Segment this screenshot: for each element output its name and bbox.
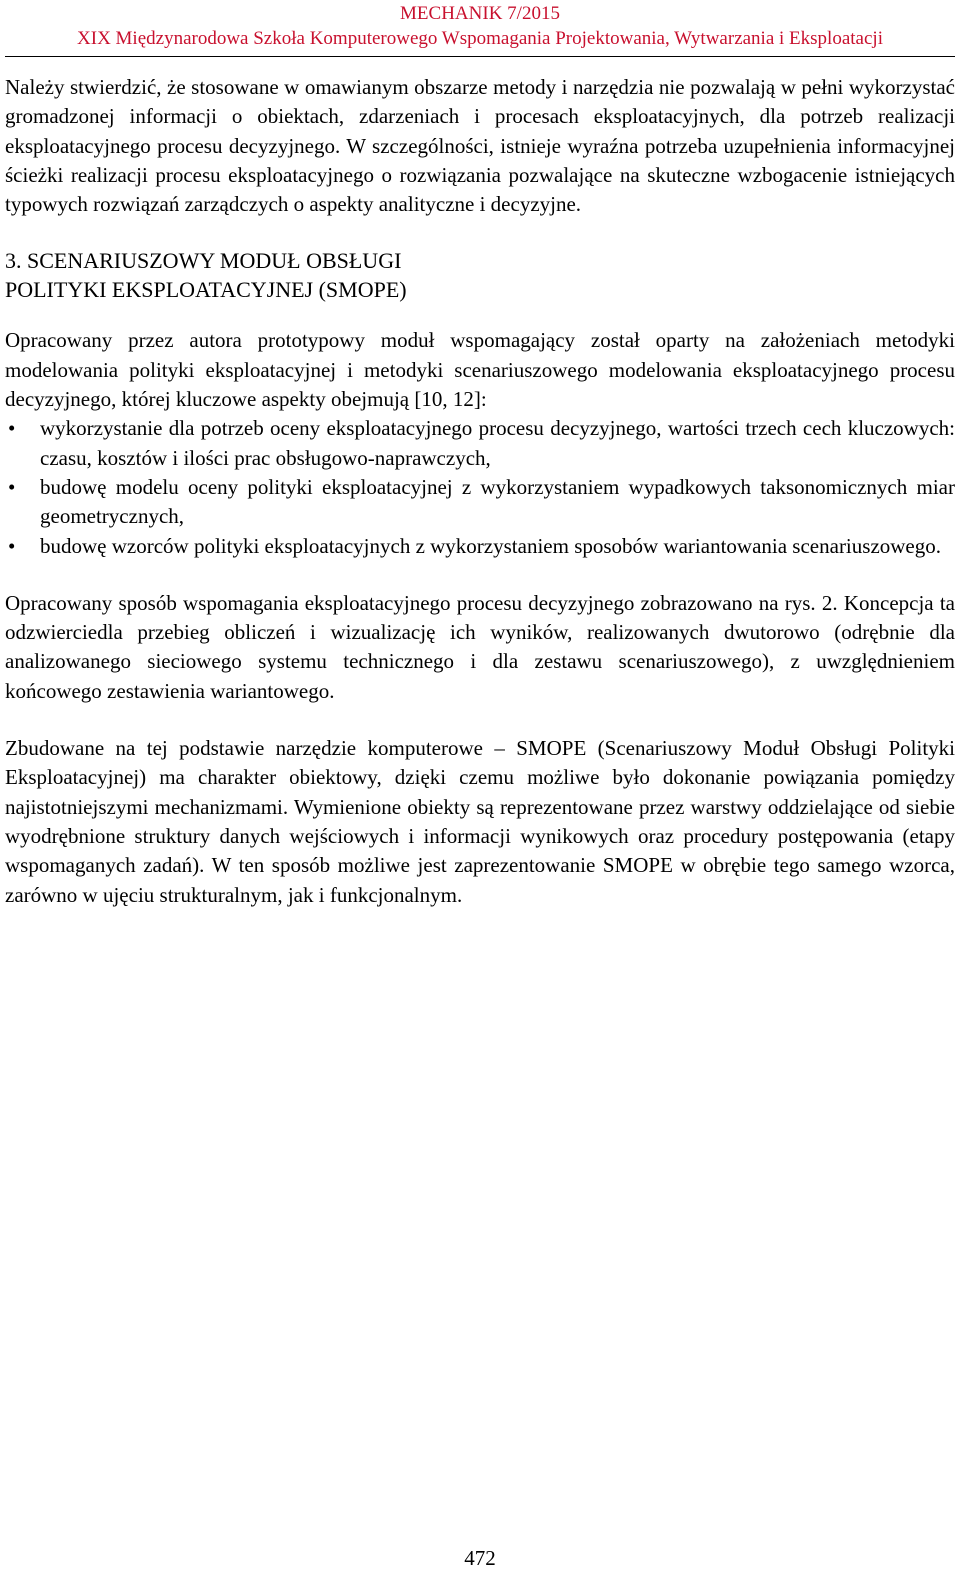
conference-title: XIX Międzynarodowa Szkoła Komputerowego Wspomagania Projektowania, Wytwarzania i Eksploatacji	[77, 28, 883, 49]
list-item	[5, 414, 955, 473]
page-header	[0, 2, 960, 52]
bullet-icon: •	[8, 533, 16, 558]
header-divider	[5, 56, 955, 57]
list-item-text: budowę wzorców polityki eksploatacyjnych z wykorzystaniem sposobów wariantowania scenariuszowego.	[40, 533, 942, 558]
aspects-list	[5, 414, 955, 560]
page-content	[5, 73, 955, 910]
page-number: 472	[464, 1546, 496, 1570]
paragraph-smope-tool: Zbudowane na tej podstawie narzędzie komputerowe – SMOPE (Scenariuszowy Moduł Obsługi Polityki Eksploatacyjnej) ma charakter obiektowy, dzięki czemu możliwe było dokonanie powiązania pomiędzy najistotniejszymi mechanizmami. Wymienione obiekty są reprezentowane przez warstwy oddzielające od siebie wyodrębnione struktury danych wejściowych i informacji wynikowych oraz procedury postępowania (etapy wspomaganych zadań). W ten sposób możliwe jest zaprezentowanie SMOPE w obrębie tego samego wzorca, zarówno w ujęciu strukturalnym, jak i funkcjonalnym.	[5, 736, 955, 907]
section-heading-line1: 3. SCENARIUSZOWY MODUŁ OBSŁUGI	[5, 248, 402, 274]
section-heading-line2: POLITYKI EKSPLOATACYJNEJ (SMOPE)	[5, 276, 407, 302]
paragraph-method: Opracowany sposób wspomagania eksploatacyjnego procesu decyzyjnego zobrazowano na rys. 2. Koncepcja ta odzwierciedla przebieg obliczeń i wizualizację ich wyników, realizowanych dwutorowo (odrębnie dla analizowanego sieciowego systemu technicznego i dla zestawu scenariuszowego), z uwzględnieniem końcowego zestawienia wariantowego.	[5, 590, 955, 703]
list-item-text: budowę modelu oceny polityki eksploatacyjnej z wykorzystaniem wypadkowych taksonomicznych miar geometrycznych,	[40, 474, 955, 529]
bullet-icon: •	[8, 474, 16, 499]
paragraph-module-description: Opracowany przez autora prototypowy moduł wspomagający został oparty na założeniach metodyki modelowania polityki eksploatacyjnej i metodyki scenariuszowego modelowania eksploatacyjnego procesu decyzyjnego, której kluczowe aspekty obejmują [10, 12]:	[5, 328, 955, 412]
list-item-text: wykorzystanie dla potrzeb oceny eksploatacyjnego procesu decyzyjnego, wartości trzech cech kluczowych: czasu, kosztów i ilości prac obsługowo-naprawczych,	[40, 416, 955, 470]
paragraph-intro: Należy stwierdzić, że stosowane w omawianym obszarze metody i narzędzia nie pozwalają w pełni wykorzystać gromadzonej informacji o obiektach, zdarzeniach i procesach eksploatacyjnych, dla potrzeb realizacji eksploatacyjnego procesu decyzyjnego. W szczególności, istnieje wyraźna potrzeba uzupełnienia informacyjnej ścieżki realizacji procesu eksploatacyjnego o rozwiązania pozwalające na skuteczne wzbogacenie istniejących typowych rozwiązań zarządczych o aspekty analityczne i decyzyjne.	[5, 75, 955, 217]
journal-title: MECHANIK 7/2015	[400, 3, 560, 24]
bullet-icon: •	[8, 416, 16, 441]
list-item	[5, 473, 955, 532]
section-heading	[5, 247, 955, 304]
list-item	[5, 532, 955, 561]
